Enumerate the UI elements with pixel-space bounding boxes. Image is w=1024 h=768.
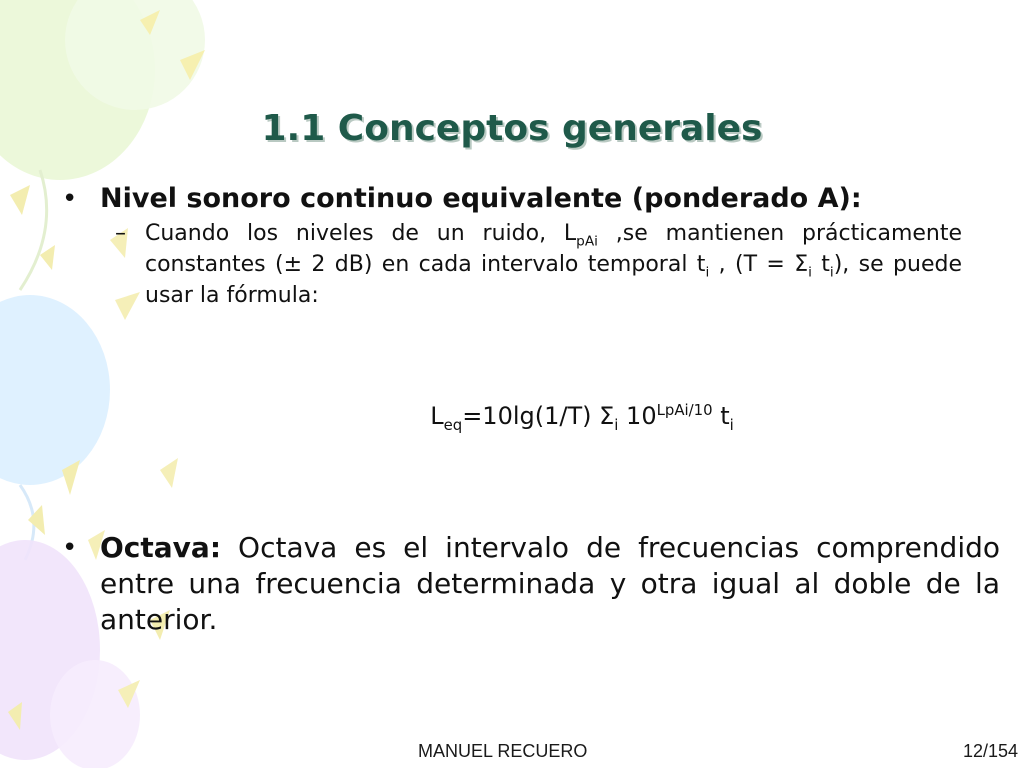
slide-number: 12/154	[962, 741, 1018, 761]
bullet-symbol: •	[62, 184, 78, 214]
bullet-term-octava: Octava:	[100, 531, 222, 564]
sub-subscript-pai: pAi	[576, 233, 598, 250]
sub-subscript-i-sum: i	[808, 264, 812, 281]
formula-ten: 10	[618, 402, 657, 430]
bullet-term: Nivel sonoro continuo equivalente (ponderado A):	[100, 183, 862, 214]
sub-subscript-i-t: i	[829, 264, 834, 281]
formula-mid: =10lg(1/T) Σ	[462, 402, 615, 430]
content-area	[62, 182, 962, 311]
sub-text-1: Cuando los niveles de un ruido, L	[145, 221, 577, 246]
bullet-text-octava: Octava es el intervalo de frecuencias comprendido entre una frecuencia determinada y otra igual al doble de la anterior.	[100, 531, 1000, 636]
formula-exponent: LpAi/10	[656, 401, 713, 419]
formula-i1: i	[614, 415, 619, 434]
formula-eq: eq	[443, 415, 463, 434]
sub-text-5: ), se puede usar la fórmula:	[145, 252, 962, 308]
bullet-symbol: •	[62, 533, 78, 563]
formula-i2: i	[729, 415, 734, 434]
formula-L: L	[430, 402, 444, 430]
sub-subscript-i: i	[705, 264, 710, 281]
leq-formula	[0, 401, 1024, 434]
bullet-octava	[62, 530, 1000, 638]
formula-t: t	[712, 402, 730, 430]
slide-title: 1.1 Conceptos generales	[261, 108, 763, 149]
sub-text-4: t	[811, 252, 830, 277]
bullet-nivel-sonoro	[62, 182, 962, 216]
footer-author: MANUEL RECUERO	[418, 741, 588, 761]
sub-text-3: , (T = Σ	[718, 252, 809, 277]
sub-bullet-dash: –	[115, 221, 126, 246]
sub-text-2: ,se mantienen prácticamente constantes (± 2 dB) en cada intervalo temporal t	[145, 221, 963, 277]
sub-bullet-cuando	[100, 218, 962, 311]
